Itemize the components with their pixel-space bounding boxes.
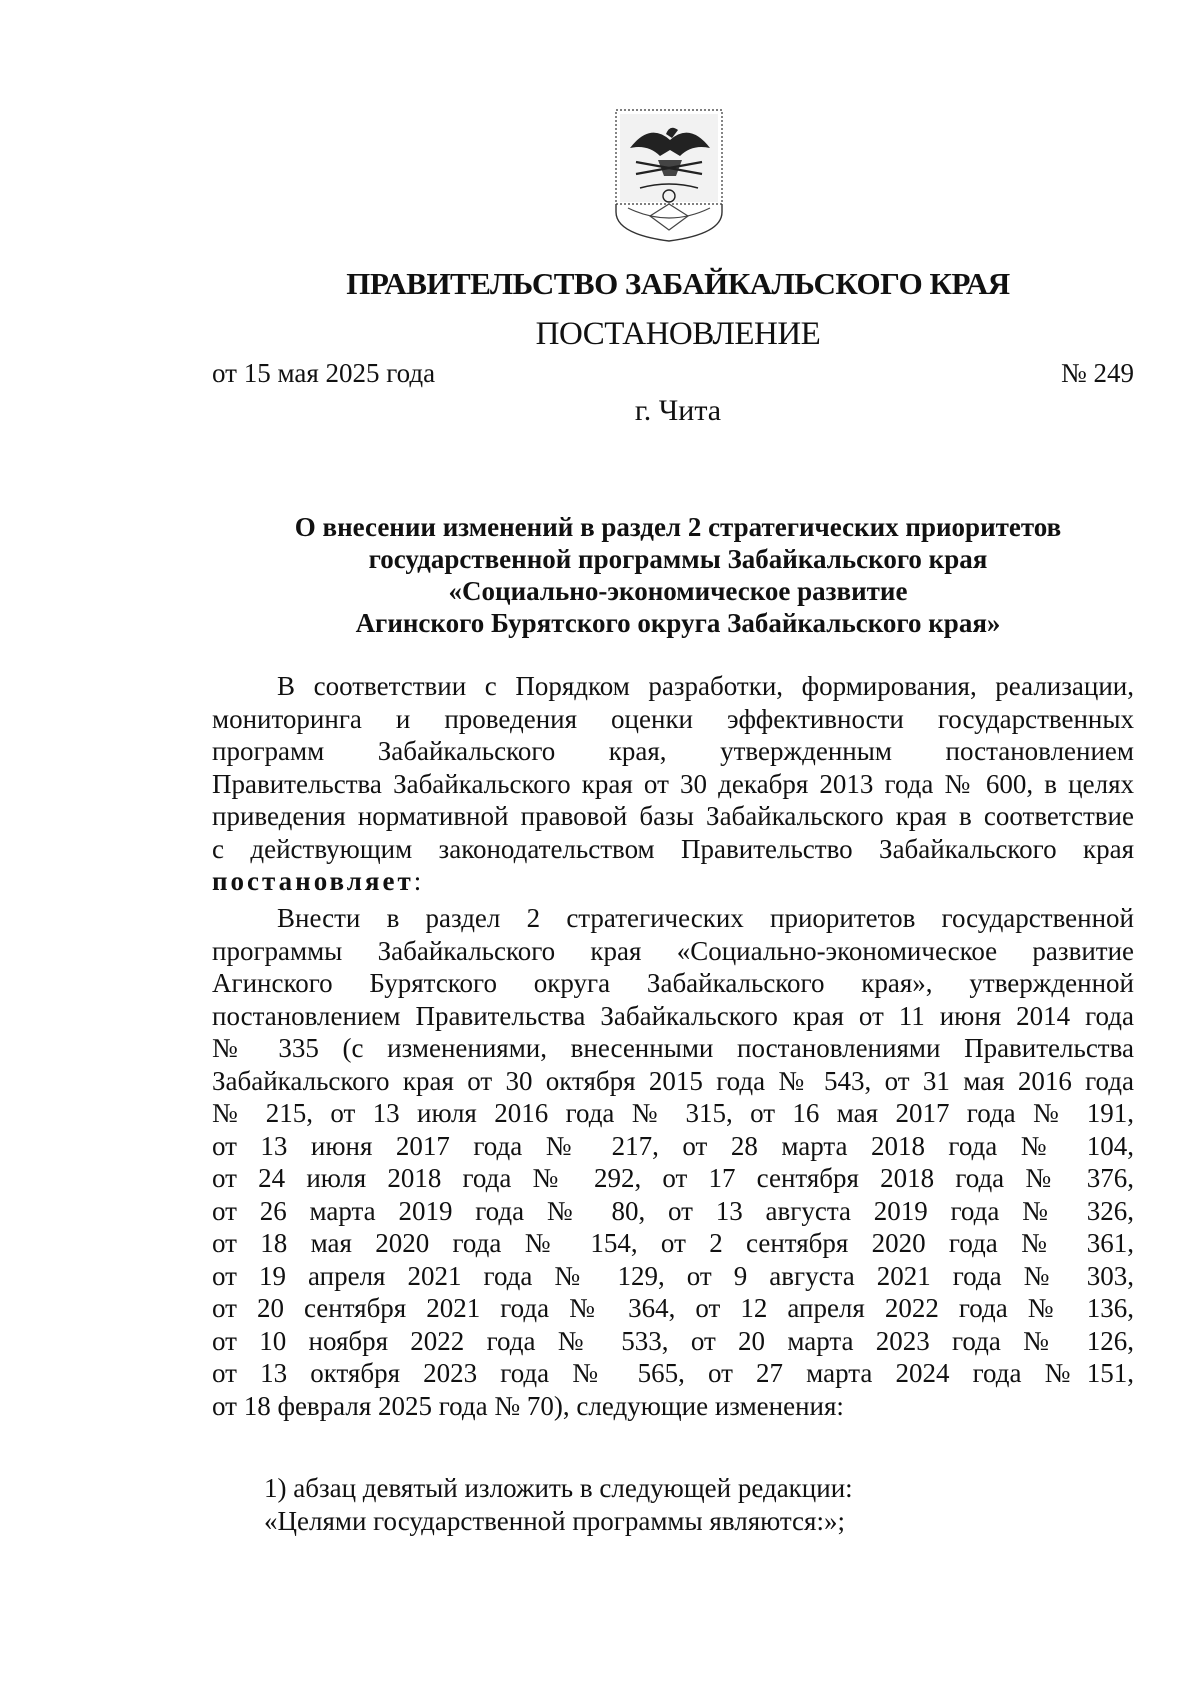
paragraph-line: программ Забайкальского края, утвержденным постановлением [212,736,1134,766]
paragraph-line: «Целями государственной программы являются:»; [264,1505,845,1536]
heading-line: государственной программы Забайкальского края [368,544,988,574]
paragraph-line: с действующим законодательством Правительство Забайкальского края [212,833,1134,864]
government-title: ПРАВИТЕЛЬСТВО ЗАБАЙКАЛЬСКОГО КРАЯ [346,266,1010,301]
paragraph-line: от 18 февраля 2025 года № 70), следующие изменения: [212,1390,844,1421]
paragraph-line: Внести в раздел 2 стратегических приоритетов государственной [277,903,1134,933]
paragraph-line: постановлением Правительства Забайкальского края от 11 июня 2014 года [212,1000,1134,1031]
paragraph-item-1 [264,1472,1144,1537]
resolves-word: постановляет [212,866,414,896]
paragraph-line: В соответствии с Порядком разработки, формирования, реализации, [277,671,1134,701]
document-heading [212,511,1144,639]
heading-line: О внесении изменений в раздел 2 стратегических приоритетов [294,512,1062,542]
paragraph-line: мониторинга и проведения оценки эффективности государственных [212,703,1134,734]
heading-line: Агинского Бурятского округа Забайкальского края» [355,608,1001,638]
paragraph-line: от 18 мая 2020 года № 154, от 2 сентября 2020 года № 361, [212,1228,1134,1258]
paragraph-line: приведения нормативной правовой базы Забайкальского края в соответствие [212,801,1134,831]
paragraph-line: № 335 (с изменениями, внесенными постановлениями Правительства [212,1033,1134,1063]
document-number: № 249 [1060,358,1134,388]
paragraph-line [212,865,1134,898]
document-type: ПОСТАНОВЛЕНИЕ [535,316,821,352]
paragraph-line: от 26 марта 2019 года № 80, от 13 августа 2019 года № 326, [212,1195,1134,1226]
paragraph-line: № 215, от 13 июля 2016 года № 315, от 16 мая 2017 года № 191, [212,1098,1134,1128]
heading-line: «Социально-экономическое развитие [448,576,908,606]
paragraph-line: Забайкальского края от 30 октября 2015 года № 543, от 31 мая 2016 года [212,1065,1134,1096]
document-date: от 15 мая 2025 года [212,358,436,388]
paragraph-line: от 13 июня 2017 года № 217, от 28 марта 2018 года № 104, [212,1130,1134,1161]
resolves-colon: : [413,866,422,896]
paragraph-line: Правительства Забайкальского края от 30 декабря 2013 года № 600, в целях [212,768,1134,799]
paragraph-line: Агинского Бурятского округа Забайкальского края», утвержденной [212,968,1134,998]
paragraph-line: 1) абзац девятый изложить в следующей редакции: [264,1473,853,1503]
coat-of-arms-emblem [610,104,728,244]
paragraph-line: от 10 ноября 2022 года № 533, от 20 марта 2023 года № 126, [212,1325,1134,1356]
document-city: г. Чита [634,394,722,427]
paragraph-line: от 13 октября 2023 года № 565, от 27 марта 2024 года №151, [212,1358,1134,1388]
paragraph-amendment-intro [212,902,1134,1422]
paragraph-line: от 20 сентября 2021 года № 364, от 12 апреля 2022 года № 136, [212,1293,1134,1323]
paragraph-preamble [212,670,1134,898]
paragraph-line: от 24 июля 2018 года № 292, от 17 сентября 2018 года № 376, [212,1163,1134,1193]
paragraph-line: программы Забайкальского края «Социально-экономическое развитие [212,935,1134,966]
paragraph-line: от 19 апреля 2021 года № 129, от 9 августа 2021 года № 303, [212,1260,1134,1291]
